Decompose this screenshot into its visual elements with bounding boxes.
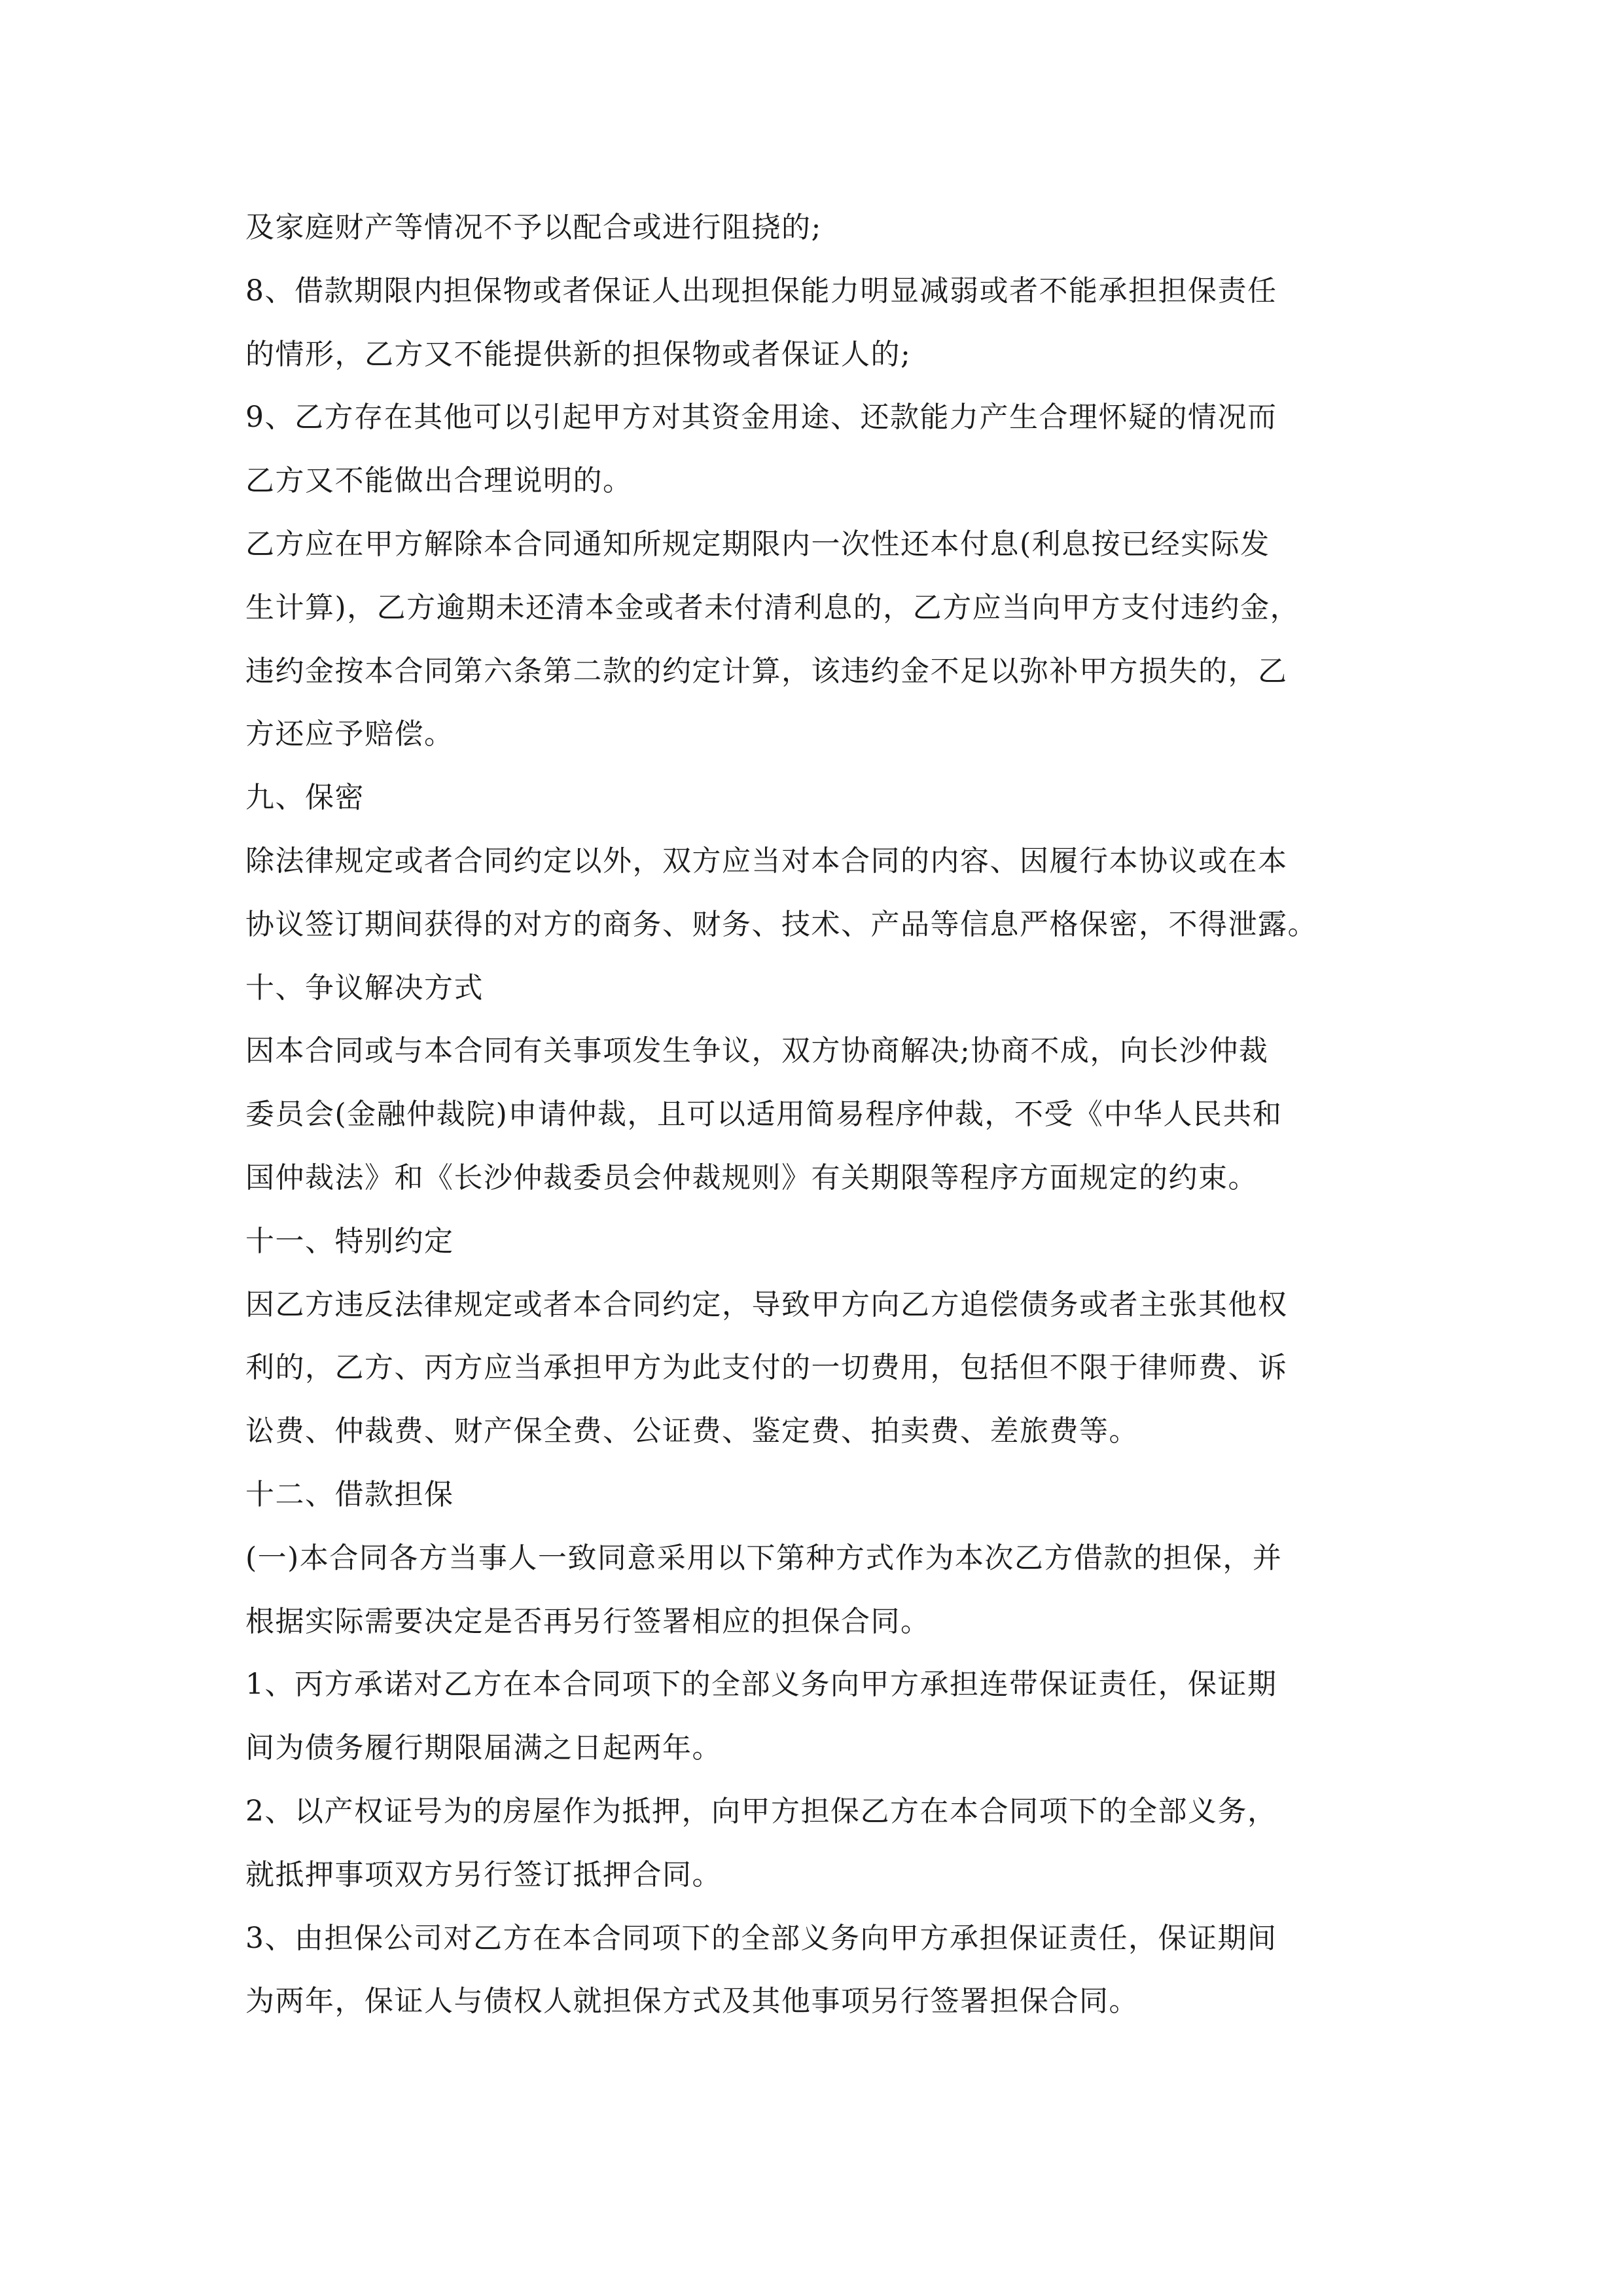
text-line: 及家庭财产等情况不予以配合或进行阻挠的; xyxy=(245,211,822,244)
text-line: 委员会(金融仲裁院)申请仲裁，且可以适用简易程序仲裁，不受《中华人民共和 xyxy=(245,1098,1283,1132)
text-line: 除法律规定或者合同约定以外，双方应当对本合同的内容、因履行本协议或在本 xyxy=(245,844,1288,878)
text-line: 1、丙方承诺对乙方在本合同项下的全部义务向甲方承担连带保证责任，保证期 xyxy=(245,1668,1277,1702)
section-heading: 九、保密 xyxy=(245,781,365,815)
text-line: 的情形，乙方又不能提供新的担保物或者保证人的; xyxy=(245,337,912,371)
document-page xyxy=(245,196,1384,2034)
text-line: 3、由担保公司对乙方在本合同项下的全部义务向甲方承担保证责任，保证期间 xyxy=(245,1921,1277,1955)
text-line: 方还应予赔偿。 xyxy=(245,717,454,751)
text-line: 乙方又不能做出合理说明的。 xyxy=(245,464,633,498)
text-line: 2、以产权证号为的房屋作为抵押，向甲方担保乙方在本合同项下的全部义务， xyxy=(245,1794,1277,1828)
text-line: 8、借款期限内担保物或者保证人出现担保能力明显减弱或者不能承担担保责任 xyxy=(245,274,1277,308)
text-line: 为两年，保证人与债权人就担保方式及其他事项另行签署担保合同。 xyxy=(245,1984,1139,2018)
section-heading: 十、争议解决方式 xyxy=(245,971,484,1005)
text-line: 生计算)，乙方逾期未还清本金或者未付清利息的，乙方应当向甲方支付违约金， xyxy=(245,590,1300,624)
text-line: 利的，乙方、丙方应当承担甲方为此支付的一切费用，包括但不限于律师费、诉 xyxy=(245,1351,1288,1385)
text-line: 协议签订期间获得的对方的商务、财务、技术、产品等信息严格保密，不得泄露。 xyxy=(245,907,1317,941)
text-line: 违约金按本合同第六条第二款的约定计算，该违约金不足以弥补甲方损失的，乙 xyxy=(245,654,1288,688)
section-heading: 十一、特别约定 xyxy=(245,1224,454,1258)
text-line: 因乙方违反法律规定或者本合同约定，导致甲方向乙方追偿债务或者主张其他权 xyxy=(245,1287,1288,1321)
text-line: 国仲裁法》和《长沙仲裁委员会仲裁规则》有关期限等程序方面规定的约束。 xyxy=(245,1160,1258,1194)
text-line: 根据实际需要决定是否再另行签署相应的担保合同。 xyxy=(245,1604,931,1638)
text-line: 就抵押事项双方另行签订抵押合同。 xyxy=(245,1857,722,1892)
section-heading: 十二、借款担保 xyxy=(245,1477,454,1511)
text-line: 乙方应在甲方解除本合同通知所规定期限内一次性还本付息(利息按已经实际发 xyxy=(245,527,1270,561)
text-line: 9、乙方存在其他可以引起甲方对其资金用途、还款能力产生合理怀疑的情况而 xyxy=(245,401,1277,435)
text-line: 因本合同或与本合同有关事项发生争议，双方协商解决;协商不成，向长沙仲裁 xyxy=(245,1034,1269,1068)
text-line: 间为债务履行期限届满之日起两年。 xyxy=(245,1731,722,1765)
text-line: 讼费、仲裁费、财产保全费、公证费、鉴定费、拍卖费、差旅费等。 xyxy=(245,1414,1139,1448)
text-line: (一)本合同各方当事人一致同意采用以下第种方式作为本次乙方借款的担保，并 xyxy=(245,1541,1283,1575)
